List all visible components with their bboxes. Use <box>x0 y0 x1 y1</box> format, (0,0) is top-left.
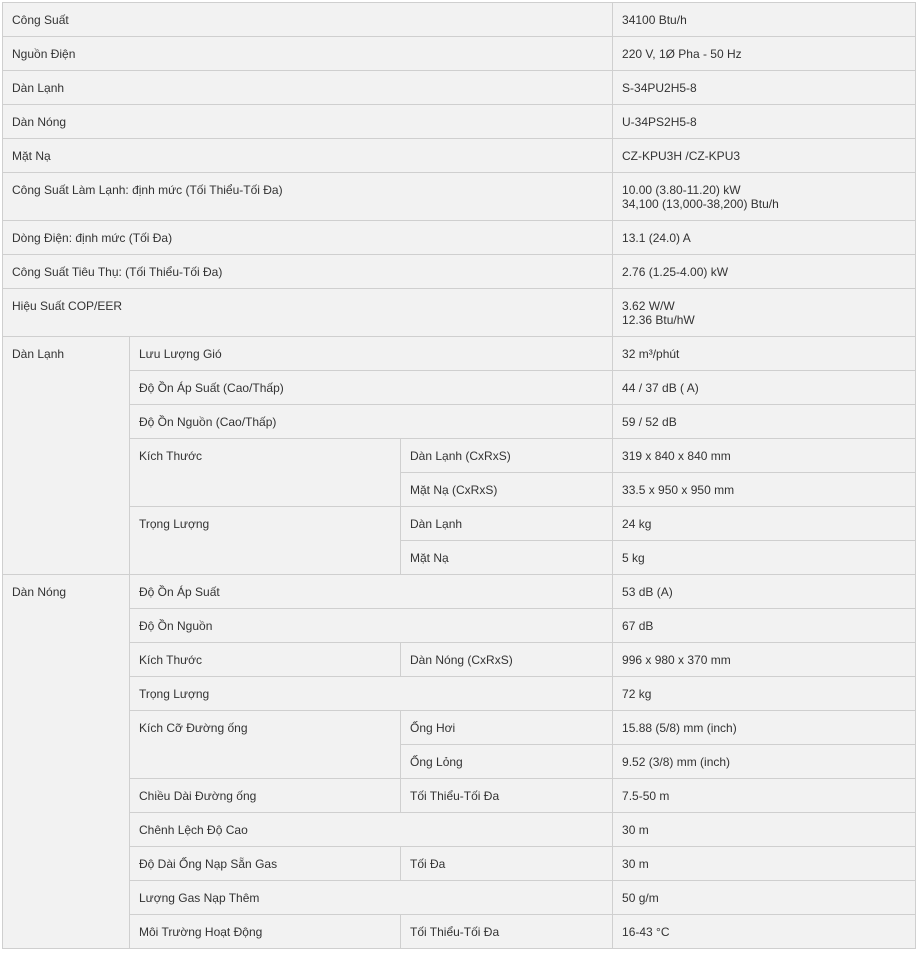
sub-label: Tối Đa <box>401 847 613 881</box>
row-value: 32 m³/phút <box>613 337 916 371</box>
sub-label: Dàn Lạnh <box>401 507 613 541</box>
row-value: 9.52 (3/8) mm (inch) <box>613 745 916 779</box>
table-row <box>3 609 916 643</box>
table-row <box>3 507 916 541</box>
row-label: Chiều Dài Đường ống <box>130 779 401 813</box>
row-value: 59 / 52 dB <box>613 405 916 439</box>
table-row <box>3 881 916 915</box>
table-row <box>3 575 916 609</box>
row-label: Nguồn Điện <box>3 37 613 71</box>
row-label: Độ Ồn Nguồn <box>130 609 613 643</box>
row-label: Độ Dài Ống Nạp Sẵn Gas <box>130 847 401 881</box>
sub-label: Ống Hơi <box>401 711 613 745</box>
row-value: 72 kg <box>613 677 916 711</box>
table-row <box>3 779 916 813</box>
table-row <box>3 337 916 371</box>
row-value <box>613 289 916 337</box>
value-line: 10.00 (3.80-11.20) kW <box>622 183 741 197</box>
table-row <box>3 847 916 881</box>
sub-label: Mặt Nạ <box>401 541 613 575</box>
row-label: Trọng Lượng <box>130 507 401 575</box>
table-row <box>3 289 916 337</box>
row-value: 319 x 840 x 840 mm <box>613 439 916 473</box>
row-label: Lượng Gas Nạp Thêm <box>130 881 613 915</box>
row-label: Dàn Nóng <box>3 105 613 139</box>
row-value: 15.88 (5/8) mm (inch) <box>613 711 916 745</box>
row-value: 30 m <box>613 813 916 847</box>
table-row <box>3 711 916 745</box>
row-value: S-34PU2H5-8 <box>613 71 916 105</box>
table-row <box>3 37 916 71</box>
row-value: 24 kg <box>613 507 916 541</box>
row-value: 33.5 x 950 x 950 mm <box>613 473 916 507</box>
row-label: Lưu Lượng Gió <box>130 337 613 371</box>
row-value: 34100 Btu/h <box>613 3 916 37</box>
row-label: Công Suất Làm Lạnh: định mức (Tối Thiểu-Tối Đa) <box>3 173 613 221</box>
row-value: 50 g/m <box>613 881 916 915</box>
row-value <box>613 173 916 221</box>
row-value: 220 V, 1Ø Pha - 50 Hz <box>613 37 916 71</box>
sub-label: Dàn Nóng (CxRxS) <box>401 643 613 677</box>
row-label: Độ Ồn Áp Suất (Cao/Thấp) <box>130 371 613 405</box>
row-label: Công Suất Tiêu Thụ: (Tối Thiểu-Tối Đa) <box>3 255 613 289</box>
row-value: 7.5-50 m <box>613 779 916 813</box>
table-row <box>3 643 916 677</box>
table-row <box>3 677 916 711</box>
table-row <box>3 221 916 255</box>
row-label: Trọng Lượng <box>130 677 613 711</box>
row-label: Dàn Lạnh <box>3 71 613 105</box>
table-row <box>3 71 916 105</box>
value-line: 3.62 W/W <box>622 299 675 313</box>
row-label: Kích Thước <box>130 439 401 507</box>
sub-label: Tối Thiểu-Tối Đa <box>401 915 613 949</box>
sub-label: Mặt Nạ (CxRxS) <box>401 473 613 507</box>
row-value: U-34PS2H5-8 <box>613 105 916 139</box>
table-row <box>3 3 916 37</box>
row-label: Kích Thước <box>130 643 401 677</box>
table-row <box>3 173 916 221</box>
row-label: Hiệu Suất COP/EER <box>3 289 613 337</box>
group-label-indoor: Dàn Lạnh <box>3 337 130 575</box>
table-row <box>3 405 916 439</box>
table-row <box>3 139 916 173</box>
row-value: 2.76 (1.25-4.00) kW <box>613 255 916 289</box>
row-value: 53 dB (A) <box>613 575 916 609</box>
row-value: 30 m <box>613 847 916 881</box>
row-label: Chênh Lệch Độ Cao <box>130 813 613 847</box>
table-row <box>3 813 916 847</box>
table-row <box>3 439 916 473</box>
row-value: 5 kg <box>613 541 916 575</box>
row-label: Độ Ồn Nguồn (Cao/Thấp) <box>130 405 613 439</box>
row-value: 44 / 37 dB ( A) <box>613 371 916 405</box>
table-row <box>3 105 916 139</box>
spec-table <box>2 2 916 949</box>
row-value: 13.1 (24.0) A <box>613 221 916 255</box>
row-label: Dòng Điện: định mức (Tối Đa) <box>3 221 613 255</box>
row-value: 67 dB <box>613 609 916 643</box>
group-label-outdoor: Dàn Nóng <box>3 575 130 949</box>
row-label: Độ Ồn Áp Suất <box>130 575 613 609</box>
sub-label: Ống Lỏng <box>401 745 613 779</box>
value-line: 34,100 (13,000-38,200) Btu/h <box>622 197 779 211</box>
value-line: 12.36 Btu/hW <box>622 313 695 327</box>
table-row <box>3 915 916 949</box>
row-value: CZ-KPU3H /CZ-KPU3 <box>613 139 916 173</box>
row-label: Mặt Nạ <box>3 139 613 173</box>
table-row <box>3 371 916 405</box>
row-value: 996 x 980 x 370 mm <box>613 643 916 677</box>
row-label: Kích Cỡ Đường ống <box>130 711 401 779</box>
sub-label: Dàn Lạnh (CxRxS) <box>401 439 613 473</box>
row-label: Công Suất <box>3 3 613 37</box>
sub-label: Tối Thiểu-Tối Đa <box>401 779 613 813</box>
table-row <box>3 255 916 289</box>
row-value: 16-43 °C <box>613 915 916 949</box>
row-label: Môi Trường Hoạt Động <box>130 915 401 949</box>
